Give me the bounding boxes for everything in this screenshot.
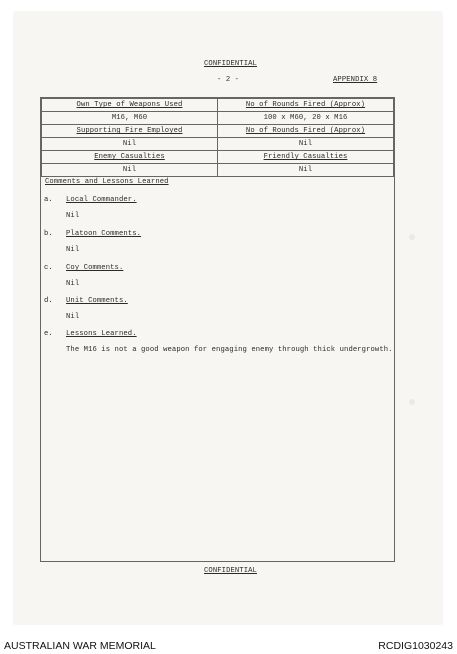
item-label: d. — [44, 297, 53, 305]
table-row — [42, 138, 394, 151]
table-cell: Nil — [42, 164, 218, 177]
table-cell: Friendly Casualties — [218, 151, 394, 164]
table-row — [42, 99, 394, 112]
table-cell: Nil — [218, 138, 394, 151]
bottom-classification: CONFIDENTIAL — [204, 567, 257, 575]
table-cell: Nil — [218, 164, 394, 177]
item-heading: Platoon Comments. — [66, 230, 142, 238]
item-label: b. — [44, 230, 53, 238]
item-label: c. — [44, 264, 53, 272]
punch-hole — [409, 399, 415, 405]
table-cell: 100 x M60, 20 x M16 — [218, 112, 394, 125]
table-cell: Enemy Casualties — [42, 151, 218, 164]
table-cell: Nil — [42, 138, 218, 151]
table-cell: Own Type of Weapons Used — [42, 99, 218, 112]
archive-footer — [0, 636, 457, 654]
item-label: a. — [44, 196, 53, 204]
report-frame — [40, 97, 395, 562]
comments-heading: Comments and Lessons Learned — [45, 178, 169, 186]
punch-hole — [409, 234, 415, 240]
item-value: The M16 is not a good weapon for engaging enemy through thick undergrowth. — [66, 346, 393, 354]
table-cell: Supporting Fire Employed — [42, 125, 218, 138]
archive-reference: RCDIG1030243 — [378, 640, 453, 652]
table-row — [42, 112, 394, 125]
item-heading: Coy Comments. — [66, 264, 124, 272]
table-cell: No of Rounds Fired (Approx) — [218, 99, 394, 112]
table-row — [42, 125, 394, 138]
weapons-casualties-table — [41, 98, 394, 177]
item-heading: Local Commander. — [66, 196, 137, 204]
item-value: Nil — [66, 212, 80, 220]
top-classification: CONFIDENTIAL — [204, 60, 257, 68]
item-heading: Lessons Learned. — [66, 330, 137, 338]
appendix-label: APPENDIX 8 — [333, 76, 378, 84]
item-label: e. — [44, 330, 53, 338]
table-cell: No of Rounds Fired (Approx) — [218, 125, 394, 138]
item-heading: Unit Comments. — [66, 297, 128, 305]
archive-institution: AUSTRALIAN WAR MEMORIAL — [4, 640, 156, 652]
table-row — [42, 151, 394, 164]
page-number: - 2 - — [217, 76, 240, 84]
table-cell: M16, M60 — [42, 112, 218, 125]
item-value: Nil — [66, 313, 80, 321]
item-value: Nil — [66, 246, 80, 254]
table-row — [42, 164, 394, 177]
item-value: Nil — [66, 280, 80, 288]
